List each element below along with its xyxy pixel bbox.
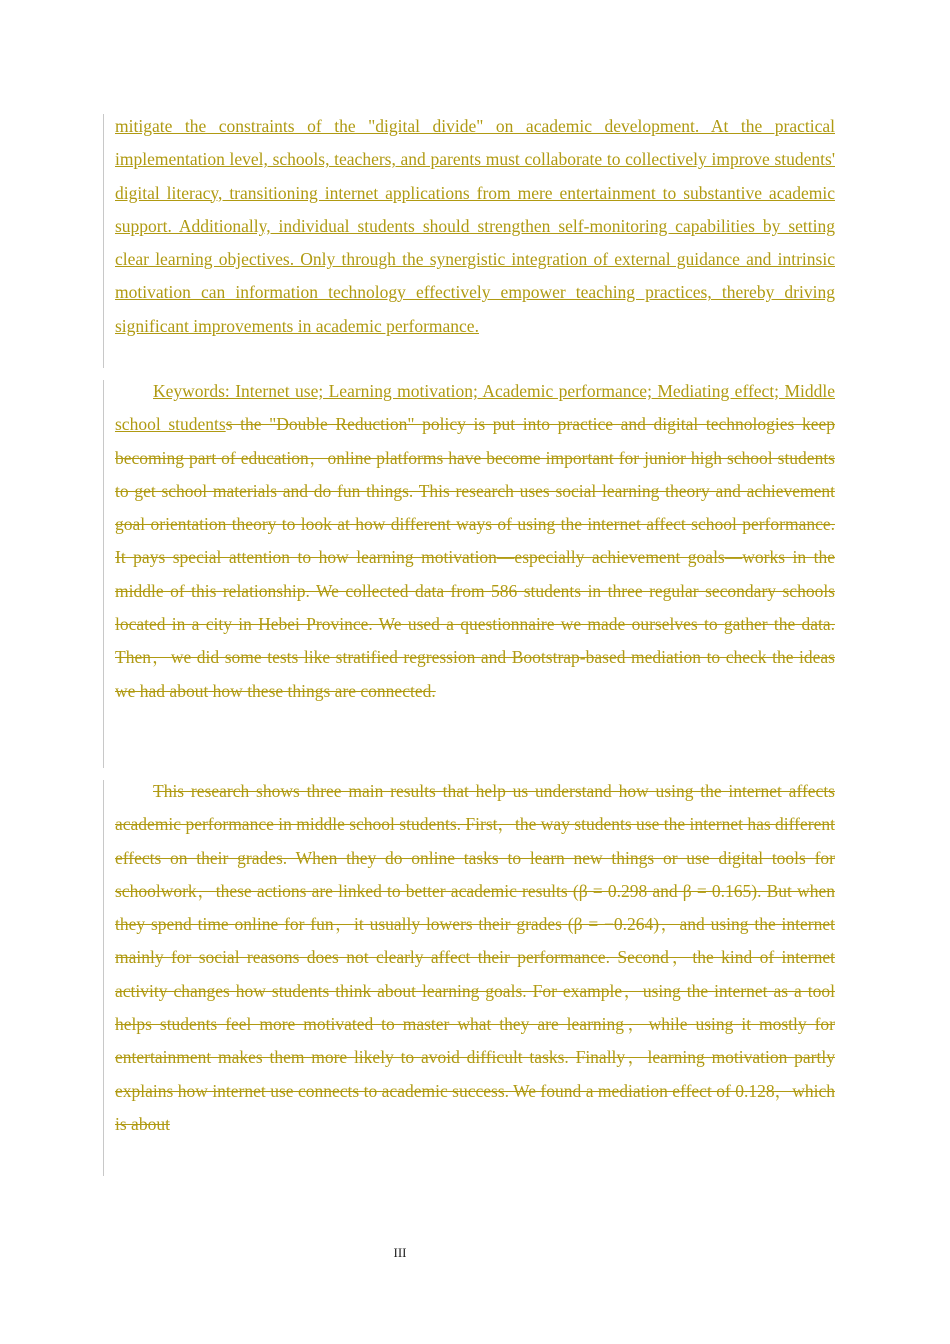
- deleted-text: s the "Double Reduction" policy is put into practice and digital technologies keep becoming part of education，online platforms have become important for junior high school students to get school materials and do fun things. This research uses social learning theory and achievement goal orientation theory to look at how different ways of using the internet affect school performance. It pays special attention to how learning motivation—especially achievement goals—works in the middle of this relationship. We collected data from 586 students in three regular secondary schools located in a city in Hebei Province. We used a questionnaire we made ourselves to gather the data. Then，we did some tests like stratified regression and Bootstrap-based mediation to check the ideas we had about how these things are connected.: [115, 414, 835, 701]
- change-bar: [103, 780, 104, 1176]
- paragraph-results: [115, 775, 835, 1141]
- inserted-text: mitigate the constraints of the "digital divide" on academic development. At the practical implementation level, schools, teachers, and parents must collaborate to collectively improve students' digital literacy, transitioning internet applications from mere entertainment to substantive academic support. Additionally, individual students should strengthen self-monitoring capabilities by setting clear learning objectives. Only through the synergistic integration of external guidance and intrinsic motivation can information technology effectively empower teaching practices, thereby driving significant improvements in academic performance.: [115, 116, 835, 336]
- inserted-keywords: Keywords: Internet use; Learning motivation; Academic performance; Mediating effect; Middle school students: [115, 381, 835, 435]
- page-number: III: [393, 1245, 407, 1260]
- change-bar: [103, 380, 104, 768]
- paragraph-keywords: [115, 375, 835, 708]
- change-bar: [103, 114, 104, 368]
- paragraph-conclusion: [115, 110, 835, 343]
- deleted-text: This research shows three main results that help us understand how using the internet affects academic performance in middle school students. First，the way students use the internet has different effects on their grades. When they do online tasks to learn new things or use digital tools for schoolwork，these actions are linked to better academic results (β = 0.298 and β = 0.165). But when they spend time online for fun，it usually lowers their grades (β = −0.264)，and using the internet mainly for social reasons does not clearly affect their performance. Second，the kind of internet activity changes how students think about learning goals. For example，using the internet as a tool helps students feel more motivated to master what they are learning，while using it mostly for entertainment makes them more likely to avoid difficult tasks. Finally，learning motivation partly explains how internet use connects to academic success. We found a mediation effect of 0.128，which is about: [115, 781, 835, 1134]
